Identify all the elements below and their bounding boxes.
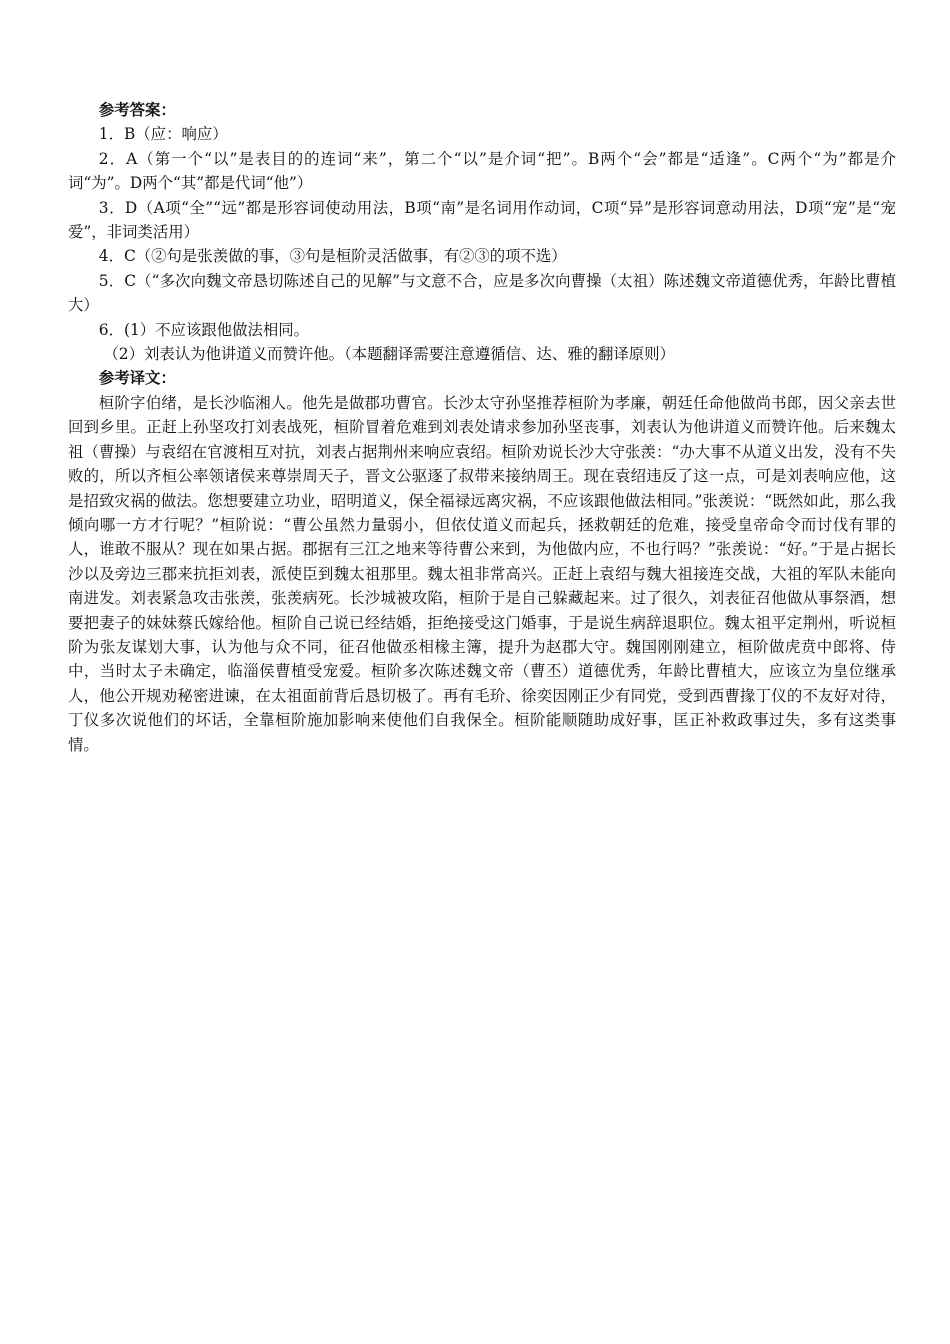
- answer-item-4: 4．C（②句是张羡做的事，③句是桓阶灵活做事，有②③的项不选）: [98, 247, 567, 266]
- answer-item-3: 3．D（A项“全”“远”都是形容词使动用法，B项“南”是名词用作动词，C项“异”是形容词意动用法，D项“宠”是“宠爱”，非词类活用）: [68, 198, 896, 242]
- answer-item-6-2: （2）刘表认为他讲道义而赞许他。（本题翻译需要注意遵循信、达、雅的翻译原则）: [103, 345, 675, 364]
- answer-item-6-1: 6．(1）不应该跟他做法相同。: [98, 320, 310, 339]
- translation-heading: 参考译文：: [98, 369, 176, 388]
- answer-item-1: 1．B（应：响应）: [98, 125, 228, 144]
- translation-paragraph: 桓阶字伯绪，是长沙临湘人。他先是做郡功曹官。长沙太守孙坚推荐桓阶为孝廉，朝廷任命他做尚书郎，因父亲去世回到乡里。正赶上孙坚攻打刘表战死，桓阶冒着危难到刘表处请求参加孙坚丧事，刘表认为他讲道义而赞许他。后来魏太祖（曹操）与袁绍在官渡相互对抗，刘表占据荆州来响应袁绍。桓阶劝说长沙大守张羡：“办大事不从道义出发，没有不失败的，所以齐桓公率领诸侯来尊崇周天子，晋文公驱逐了叔带来接纳周王。现在袁绍违反了这一点，可是刘表响应他，这是招致灾祸的做法。您想要建立功业，昭明道义，保全福禄远离灾祸，不应该跟他做法相同。”张羡说：“既然如此，那么我倾向哪一方才行呢？”桓阶说：“曹公虽然力量弱小，但依仗道义而起兵，拯救朝廷的危难，接受皇帝命令而讨伐有罪的人，谁敢不服从？现在如果占据。郡据有三江之地来等待曹公来到，为他做内应，不也行吗？”张羡说：“好。”于是占据长沙以及旁边三郡来抗拒刘表，派使臣到魏太祖那里。魏太祖非常高兴。正赶上袁绍与魏大祖接连交战，大祖的军队未能向南进发。刘表紧急攻击张羡，张羡病死。长沙城被攻陷，桓阶于是自己躲藏起来。过了很久，刘表征召他做从事祭酒，想要把妻子的妹妹蔡氏嫁给他。桓阶自己说已经结婚，拒绝接受这门婚事，于是说生病辞退职位。魏太祖平定荆州，听说桓阶为张友谋划大事，认为他与众不同，征召他做丞相椽主簿，提升为赵郡大守。魏国刚刚建立，桓阶做虎贲中郎将、侍中，当时太子未确定，临淄侯曹植受宠爱。桓阶多次陈述魏文帝（曹丕）道德优秀，年龄比曹植大，应该立为皇位继承人，他公开规劝秘密进谏，在太祖面前背后恳切极了。再有毛玠、徐奕因刚正少有同党，受到西曹掾丁仪的不友好对待，丁仪多次说他们的坏话，全靠桓阶施加影响来使他们自我保全。桓阶能顺随助成好事，匡正补救政事过失，多有这类事情。: [68, 393, 896, 754]
- answer-item-5: 5．C（“多次向魏文帝恳切陈述自己的见解”与文意不合，应是多次向曹操（太祖）陈述魏文帝道德优秀，年龄比曹植大）: [68, 271, 896, 315]
- answer-item-2: 2．A（第一个“以”是表目的的连词“来”，第二个“以”是介词“把”。B两个“会”都是“适逢”。C两个“为”都是介词“为”。D两个“其”都是代词“他”）: [68, 149, 896, 193]
- answers-heading: 参考答案：: [98, 101, 176, 119]
- document-body: [68, 98, 896, 757]
